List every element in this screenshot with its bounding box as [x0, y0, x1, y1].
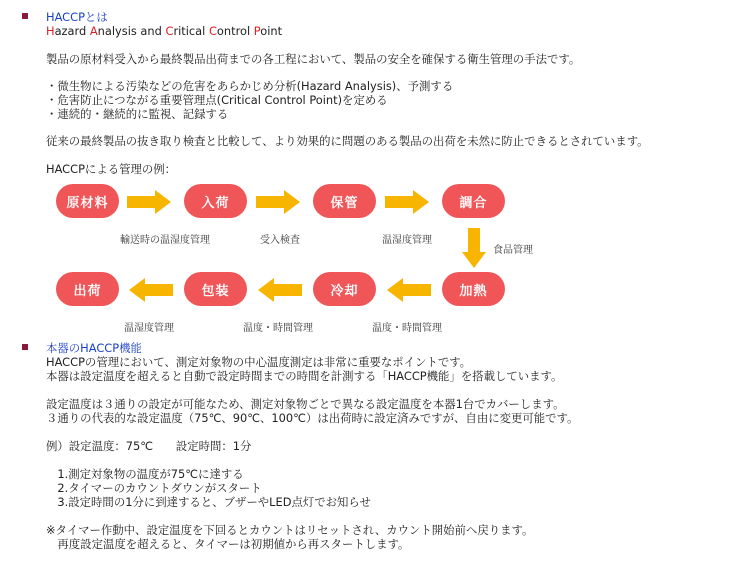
section2-text-line: ※タイマー作動中、設定温度を下回るとカウントはリセットされ、カウント開始前へ戻ります。 [46, 523, 534, 537]
flow-step-raw-material: 原材料 [56, 184, 119, 218]
flow-step-cooling: 冷却 [313, 272, 376, 306]
intro-text: 製品の原材料受入から最終製品出荷までの各工程において、製品の安全を確保する衛生管理の手法です。 [46, 52, 581, 66]
section2-text-line: 再度設定温度を超えると、タイマーは初期値から再スタートします。 [46, 537, 410, 551]
acronym-rest: azard [54, 24, 90, 38]
flow-caption: 温度・時間管理 [243, 323, 313, 334]
flow-step-receiving: 入荷 [184, 184, 247, 218]
bullet-item: ・連続的・継続的に監視、記録する [46, 107, 229, 121]
acronym-rest: ontrol [216, 24, 254, 38]
section2-text-line: 2.タイマーのカウントダウンがスタート [46, 481, 262, 495]
bullet-item: ・危害防止につながる重要管理点(Critical Control Point)を定める [46, 93, 388, 107]
flow-step-heating: 加熱 [442, 272, 505, 306]
section2-text-line: 3.設定時間の1分に到達すると、ブザーやLED点灯でお知らせ [46, 495, 371, 509]
arrow-left-icon [385, 278, 431, 302]
flow-caption: 食品管理 [493, 245, 533, 256]
acronym-rest: ritical [173, 24, 209, 38]
acronym-letter: A [89, 24, 98, 38]
section-heading: HACCPとは [46, 10, 108, 24]
acronym-letter: C [165, 24, 174, 38]
flow-caption: 輸送時の温湿度管理 [120, 235, 210, 246]
arrow-right-icon [385, 190, 431, 214]
section2-text-line: HACCPの管理において、測定対象物の中心温度測定は非常に重要なポイントです。 [46, 355, 472, 369]
flow-step-blending: 調合 [442, 184, 505, 218]
section2-text-line: 例）設定温度：75℃ 設定時間：1分 [46, 439, 252, 453]
flow-step-shipping: 出荷 [56, 272, 119, 306]
acronym-letter: H [46, 24, 55, 38]
acronym-rest: oint [260, 24, 283, 38]
haccp-full-name [46, 24, 282, 38]
arrow-right-icon [256, 190, 302, 214]
example-title: HACCPによる管理の例： [46, 162, 177, 176]
arrow-right-icon [127, 190, 173, 214]
flow-caption: 温度・時間管理 [372, 323, 442, 334]
arrow-left-icon [256, 278, 302, 302]
comparison-text: 従来の最終製品の抜き取り検査と比較して、より効果的に問題のある製品の出荷を未然に防止できるとされています。 [46, 134, 649, 148]
acronym-letter: C [208, 24, 217, 38]
section-bullet-icon [22, 344, 28, 350]
arrow-left-icon [127, 278, 173, 302]
flow-caption: 温湿度管理 [124, 323, 174, 334]
flow-step-storage: 保管 [313, 184, 376, 218]
section2-text-line: 本器は設定温度を超えると自動で設定時間までの時間を計測する「HACCP機能」を搭載しています。 [46, 369, 563, 383]
section2-text-line: 1.測定対象物の温度が75℃に達する [46, 467, 244, 481]
flow-caption: 温湿度管理 [382, 235, 432, 246]
bullet-item: ・微生物による汚染などの危害をあらかじめ分析(Hazard Analysis)、予測する [46, 79, 454, 93]
acronym-rest: nalysis and [97, 24, 166, 38]
flow-caption: 受入検査 [260, 235, 300, 246]
section-bullet-icon [22, 13, 28, 19]
section2-text-line: 設定温度は３通りの設定が可能なため、測定対象物ごとで異なる設定温度を本器1台でカバーします。 [46, 397, 565, 411]
flow-step-packaging: 包装 [184, 272, 247, 306]
acronym-letter: P [253, 24, 261, 38]
arrow-down-icon [462, 228, 486, 268]
section2-text-line: ３通りの代表的な設定温度（75℃、90℃、100℃）は出荷時に設定済みですが、自由に変更可能です。 [46, 411, 579, 425]
section-heading: 本器のHACCP機能 [46, 341, 142, 355]
